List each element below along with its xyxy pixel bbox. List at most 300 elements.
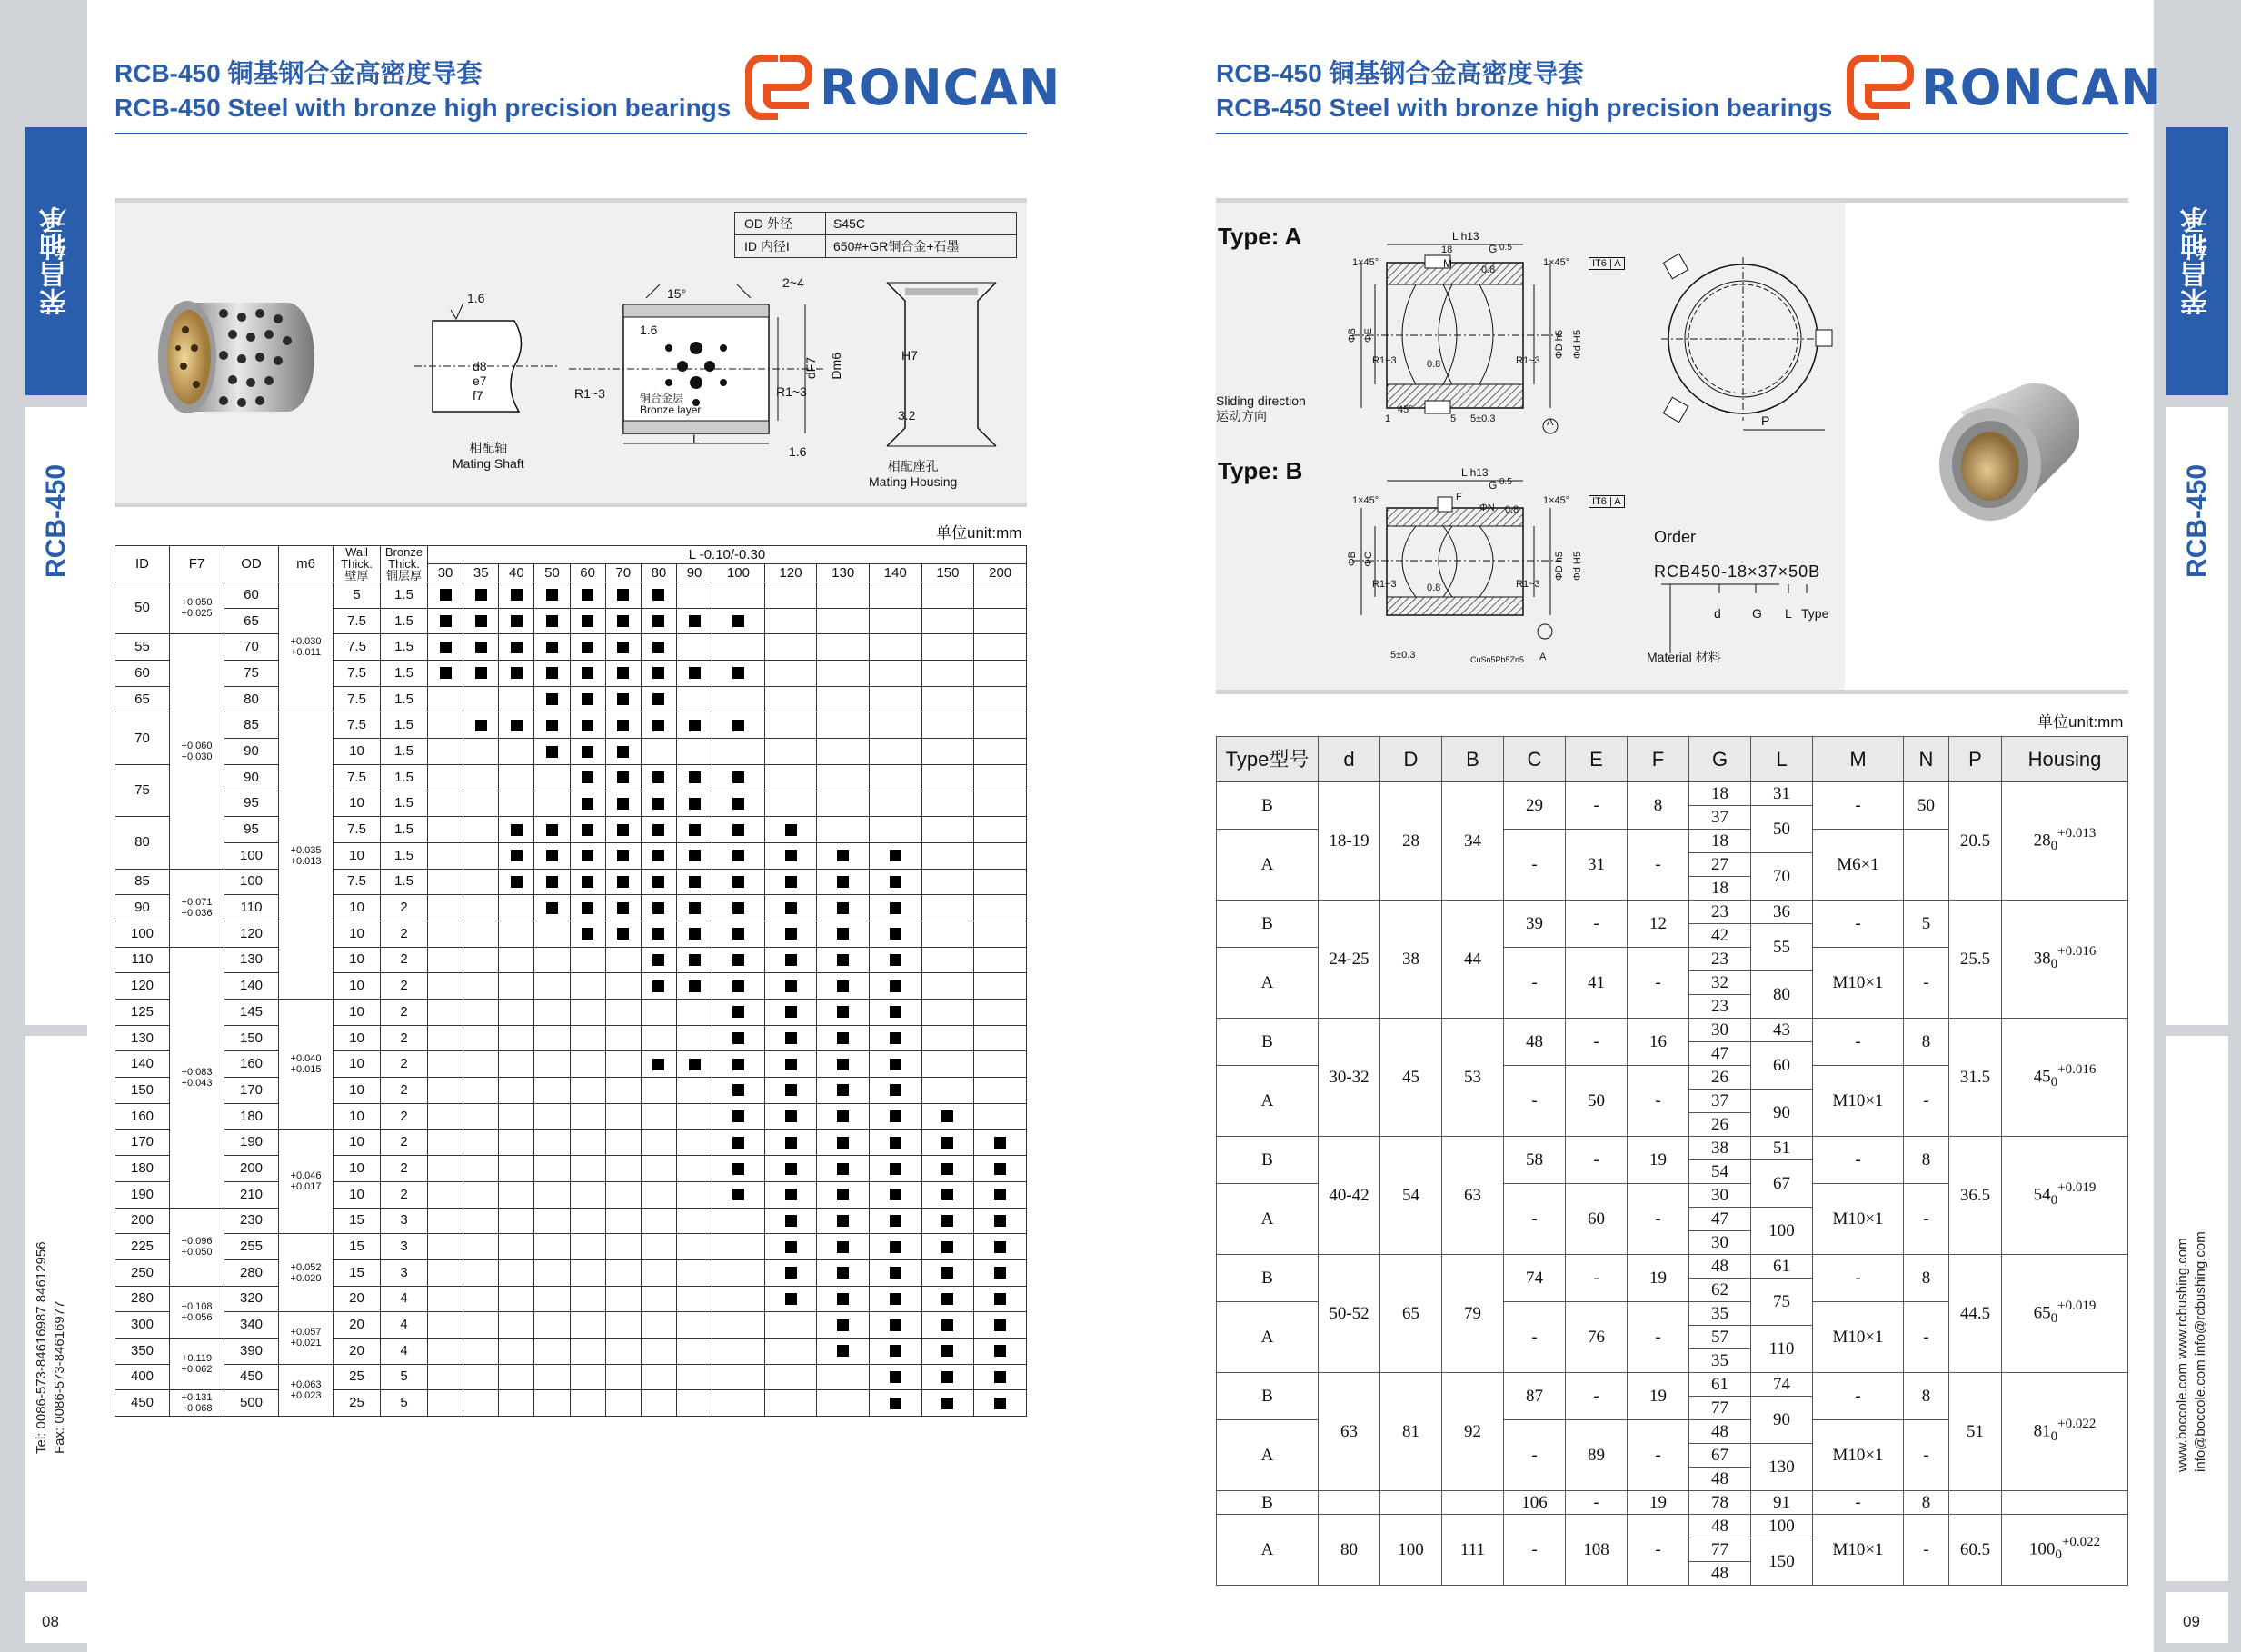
lt-availability-cell: [921, 1286, 974, 1312]
lt-m6-value: +0.011: [290, 647, 322, 659]
lt-availability-cell: [534, 1051, 570, 1078]
lt-availability-cell: [499, 842, 534, 869]
rt-d: 18-19: [1319, 782, 1380, 901]
lt-availability-cell: [463, 947, 499, 973]
b-chamfer-left: 1×45°: [1352, 495, 1379, 506]
left-title-cn: RCB-450 铜基钢合金高密度导套: [115, 59, 483, 87]
lt-availability-cell: [428, 1286, 463, 1312]
lt-availability-cell: [499, 582, 534, 609]
lt-m6-value: +0.021: [290, 1338, 322, 1349]
lt-availability-cell: [676, 1000, 712, 1026]
lt-availability-cell: [534, 1156, 570, 1182]
rt-E: -: [1566, 1019, 1628, 1066]
lt-availability-cell: [817, 712, 870, 739]
lt-od: 390: [224, 1338, 279, 1364]
lt-availability-cell: [870, 1103, 922, 1130]
lt-availability-cell: [570, 608, 605, 634]
lt-bronze: 1.5: [381, 791, 428, 817]
rt-E: 60: [1566, 1184, 1628, 1255]
available-mark-icon: [732, 1059, 744, 1070]
lt-row: [115, 1000, 1027, 1026]
available-mark-icon: [890, 1398, 901, 1409]
shaft-fit-d8: d8: [473, 359, 487, 373]
order-code: RCB450-18×37×50B: [1654, 562, 1821, 581]
lt-availability-cell: [534, 1181, 570, 1208]
lt-wall: 10: [334, 791, 381, 817]
lt-wall: 10: [334, 1051, 381, 1078]
available-mark-icon: [652, 980, 664, 992]
rt-h-3: B: [1442, 737, 1504, 782]
lt-f7-tolerance: [170, 947, 224, 1208]
lt-length-35: 35: [463, 564, 499, 582]
available-mark-icon: [994, 1293, 1006, 1305]
lt-availability-cell: [605, 1051, 641, 1078]
lt-availability-cell: [570, 661, 605, 687]
available-mark-icon: [941, 1267, 953, 1279]
rt-G: 77: [1689, 1397, 1751, 1420]
lt-availability-cell: [605, 1181, 641, 1208]
lt-bronze: 1.5: [381, 661, 428, 687]
lt-availability-cell: [463, 1025, 499, 1051]
shaft-caption: [453, 441, 524, 472]
rt-E: -: [1566, 1491, 1628, 1515]
lt-h-wall: Wall Thick. 壁厚: [334, 546, 381, 582]
available-mark-icon: [941, 1293, 953, 1305]
rt-E: 41: [1566, 948, 1628, 1019]
lt-od: 340: [224, 1312, 279, 1339]
flanged-bushing-photo: [1925, 375, 2079, 530]
available-mark-icon: [689, 771, 701, 783]
rt-G: 35: [1689, 1349, 1751, 1373]
lt-availability-cell: [499, 791, 534, 817]
rt-B: 34: [1442, 782, 1504, 901]
available-mark-icon: [994, 1215, 1006, 1227]
rt-body: [1217, 782, 2128, 1586]
lt-availability-cell: [428, 791, 463, 817]
lt-bronze: 2: [381, 895, 428, 921]
b-radius-left: R1~3: [1372, 579, 1397, 590]
housing-upper-tol: +0.019: [2057, 1180, 2097, 1196]
lt-m6-tolerance: [279, 582, 334, 712]
lt-availability-cell: [463, 895, 499, 921]
lt-length-70: 70: [605, 564, 641, 582]
lt-availability-cell: [605, 582, 641, 609]
lt-m6-value: +0.046: [290, 1170, 322, 1182]
lt-availability-cell: [817, 1312, 870, 1339]
available-mark-icon: [617, 850, 629, 861]
available-mark-icon: [732, 798, 744, 810]
rt-G: 32: [1689, 971, 1751, 995]
available-mark-icon: [837, 902, 849, 914]
left-fax: Fax: 0086-573-84616977: [52, 1300, 67, 1454]
lt-availability-cell: [428, 1364, 463, 1390]
rt-N: 8: [1904, 1373, 1949, 1420]
rt-L: 80: [1751, 971, 1813, 1019]
right-contact: [2174, 1181, 2210, 1472]
lt-availability-cell: [641, 582, 676, 609]
available-mark-icon: [785, 1189, 797, 1200]
lt-row: [115, 1234, 1027, 1260]
lt-availability-cell: [534, 1259, 570, 1286]
lt-availability-cell: [428, 1259, 463, 1286]
lt-availability-cell: [499, 1208, 534, 1234]
lt-availability-cell: [641, 921, 676, 947]
lt-availability-cell: [974, 869, 1027, 895]
lt-availability-cell: [870, 921, 922, 947]
rt-row: [1217, 1137, 2128, 1160]
lt-availability-cell: [463, 634, 499, 661]
lt-availability-cell: [463, 1286, 499, 1312]
lt-wall: 5: [334, 582, 381, 609]
lt-availability-cell: [974, 1051, 1027, 1078]
rt-d: 80: [1319, 1515, 1380, 1586]
rt-P: 36.5: [1949, 1137, 2002, 1255]
left-logo: [745, 55, 1061, 120]
lt-availability-cell: [463, 764, 499, 791]
lt-availability-cell: [570, 947, 605, 973]
lt-row: [115, 1364, 1027, 1390]
rt-G: 38: [1689, 1137, 1751, 1160]
available-mark-icon: [890, 1032, 901, 1044]
lt-availability-cell: [817, 1078, 870, 1104]
order-legend-l: L: [1785, 606, 1792, 621]
lt-bronze: 2: [381, 1051, 428, 1078]
right-drawing-panel: [1216, 198, 2128, 694]
lt-availability-cell: [764, 712, 817, 739]
lt-id: 190: [115, 1181, 170, 1208]
lt-availability-cell: [764, 947, 817, 973]
lt-availability-cell: [921, 1312, 974, 1339]
rt-D: 100: [1380, 1515, 1442, 1586]
available-mark-icon: [617, 928, 629, 940]
lt-id: 170: [115, 1130, 170, 1156]
lt-availability-cell: [499, 1364, 534, 1390]
lt-length-50: 50: [534, 564, 570, 582]
lt-availability-cell: [817, 947, 870, 973]
lt-availability-cell: [641, 791, 676, 817]
available-mark-icon: [785, 824, 797, 836]
right-web: www.boccole.com www.rcbushing.com: [2175, 1238, 2190, 1472]
available-mark-icon: [582, 902, 593, 914]
rt-G: 67: [1689, 1444, 1751, 1468]
rt-housing: [2002, 1373, 2128, 1491]
available-mark-icon: [582, 642, 593, 653]
rt-D: 28: [1380, 782, 1442, 901]
lt-availability-cell: [870, 842, 922, 869]
lt-availability-cell: [764, 634, 817, 661]
lt-availability-cell: [463, 686, 499, 712]
lt-availability-cell: [499, 921, 534, 947]
lt-availability-cell: [534, 634, 570, 661]
b-phi-b: ΦB: [1347, 552, 1358, 567]
a-roughness-inner: 0.8: [1427, 359, 1441, 370]
rt-G: 48: [1689, 1468, 1751, 1491]
lt-availability-cell: [641, 1286, 676, 1312]
rt-P: 60.5: [1949, 1515, 2002, 1586]
lt-availability-cell: [817, 791, 870, 817]
b-phi-d-small: Φd H5: [1572, 552, 1583, 582]
lt-availability-cell: [570, 869, 605, 895]
lt-availability-cell: [817, 686, 870, 712]
lt-availability-cell: [712, 1364, 765, 1390]
lt-availability-cell: [676, 1025, 712, 1051]
available-mark-icon: [732, 954, 744, 966]
rt-h-2: D: [1380, 737, 1442, 782]
rt-h-10: N: [1904, 737, 1949, 782]
available-mark-icon: [732, 824, 744, 836]
lt-f7-value: +0.025: [181, 608, 213, 620]
rt-d: 50-52: [1319, 1255, 1380, 1373]
lt-f7-value: +0.131: [181, 1392, 213, 1404]
lt-availability-cell: [605, 686, 641, 712]
lt-availability-cell: [499, 1390, 534, 1417]
available-mark-icon: [994, 1319, 1006, 1331]
available-mark-icon: [652, 928, 664, 940]
available-mark-icon: [732, 720, 744, 731]
rt-F: -: [1628, 1420, 1689, 1491]
available-mark-icon: [582, 667, 593, 679]
lt-availability-cell: [764, 1312, 817, 1339]
roncan-logo-icon: [1847, 55, 1914, 120]
lt-m6-value: +0.020: [290, 1272, 322, 1284]
bearing-dF7: dF7: [803, 357, 818, 380]
lt-od: 170: [224, 1078, 279, 1104]
lt-id: 100: [115, 921, 170, 947]
lt-availability-cell: [641, 1234, 676, 1260]
lt-availability-cell: [974, 1390, 1027, 1417]
a-45: 45°: [1398, 404, 1413, 415]
lt-availability-cell: [534, 1364, 570, 1390]
rt-B: 63: [1442, 1137, 1504, 1255]
available-mark-icon: [732, 1137, 744, 1149]
lt-bronze: 2: [381, 1181, 428, 1208]
b-it6: IT6: [1592, 496, 1607, 507]
available-mark-icon: [941, 1215, 953, 1227]
lt-availability-cell: [463, 817, 499, 843]
lt-availability-cell: [764, 1025, 817, 1051]
lt-od: 150: [224, 1025, 279, 1051]
lt-availability-cell: [764, 1259, 817, 1286]
lt-length-30: 30: [428, 564, 463, 582]
lt-bronze: 5: [381, 1390, 428, 1417]
rt-G: 30: [1689, 1184, 1751, 1208]
available-mark-icon: [837, 1163, 849, 1175]
lt-availability-cell: [676, 1051, 712, 1078]
left-contact: [33, 1181, 69, 1454]
lt-availability-cell: [499, 1234, 534, 1260]
lt-wall: 7.5: [334, 712, 381, 739]
lt-availability-cell: [605, 1078, 641, 1104]
lt-f7-value: +0.062: [181, 1364, 213, 1376]
lt-availability-cell: [921, 1103, 974, 1130]
lt-availability-cell: [463, 921, 499, 947]
lt-availability-cell: [499, 1078, 534, 1104]
lt-availability-cell: [817, 1000, 870, 1026]
rt-F: 16: [1628, 1019, 1689, 1066]
lt-availability-cell: [817, 634, 870, 661]
rt-C: 87: [1504, 1373, 1566, 1420]
rt-C: -: [1504, 830, 1566, 901]
rt-N: 8: [1904, 1019, 1949, 1066]
shaft-fits: [473, 359, 487, 403]
lt-availability-cell: [764, 895, 817, 921]
b-roughness-inner: 0.8: [1427, 582, 1441, 593]
lt-od: 255: [224, 1234, 279, 1260]
rt-N: 8: [1904, 1255, 1949, 1302]
lt-availability-cell: [499, 1312, 534, 1339]
rt-type: B: [1217, 1137, 1319, 1184]
lt-availability-cell: [463, 608, 499, 634]
lt-availability-cell: [870, 764, 922, 791]
lt-wall: 7.5: [334, 764, 381, 791]
lt-availability-cell: [605, 1208, 641, 1234]
right-brand-cn: 荣昌轴承: [2182, 206, 2212, 316]
lt-availability-cell: [712, 1312, 765, 1339]
lt-availability-cell: [534, 686, 570, 712]
rt-type: A: [1217, 1302, 1319, 1373]
lt-availability-cell: [570, 582, 605, 609]
lt-availability-cell: [499, 817, 534, 843]
lt-availability-cell: [712, 817, 765, 843]
lt-availability-cell: [764, 1338, 817, 1364]
lt-availability-cell: [605, 1338, 641, 1364]
lt-wall: 10: [334, 1130, 381, 1156]
rt-h-4: C: [1504, 737, 1566, 782]
lt-availability-cell: [764, 608, 817, 634]
lt-availability-cell: [463, 1000, 499, 1026]
available-mark-icon: [890, 928, 901, 940]
lt-availability-cell: [641, 895, 676, 921]
lt-availability-cell: [712, 921, 765, 947]
available-mark-icon: [994, 1137, 1006, 1149]
available-mark-icon: [941, 1189, 953, 1200]
lt-f7-value: +0.036: [181, 908, 213, 920]
lt-id: 200: [115, 1208, 170, 1234]
rt-M: -: [1813, 782, 1904, 830]
rt-G: 37: [1689, 806, 1751, 830]
rt-h-6: F: [1628, 737, 1689, 782]
lt-availability-cell: [428, 1234, 463, 1260]
housing-base: 65: [2033, 1303, 2051, 1323]
lt-availability-cell: [817, 1259, 870, 1286]
lt-availability-cell: [428, 608, 463, 634]
available-mark-icon: [689, 615, 701, 627]
rt-M: M10×1: [1813, 1184, 1904, 1255]
rt-M: M10×1: [1813, 1515, 1904, 1586]
lt-bronze: 1.5: [381, 712, 428, 739]
available-mark-icon: [732, 1006, 744, 1018]
rt-L: 36: [1751, 901, 1813, 924]
available-mark-icon: [546, 824, 558, 836]
lt-availability-cell: [534, 817, 570, 843]
available-mark-icon: [617, 589, 629, 601]
lt-availability-cell: [974, 1156, 1027, 1182]
lt-availability-cell: [817, 921, 870, 947]
right-title-cn: RCB-450 铜基钢合金高密度导套: [1216, 59, 1584, 87]
lt-availability-cell: [974, 1338, 1027, 1364]
lt-availability-cell: [499, 1259, 534, 1286]
bearing-angle: 15°: [667, 286, 687, 301]
rt-D: 65: [1380, 1255, 1442, 1373]
lt-availability-cell: [605, 921, 641, 947]
lt-availability-cell: [870, 947, 922, 973]
order-legend-type: Type: [1801, 606, 1829, 621]
b-f: F: [1456, 492, 1462, 503]
available-mark-icon: [994, 1163, 1006, 1175]
lt-availability-cell: [712, 1234, 765, 1260]
b-phi-c: ΦC: [1363, 552, 1374, 567]
lt-availability-cell: [817, 1025, 870, 1051]
lt-availability-cell: [870, 1312, 922, 1339]
lt-availability-cell: [499, 947, 534, 973]
rt-G: 35: [1689, 1302, 1751, 1326]
available-mark-icon: [582, 928, 593, 940]
lt-od: 230: [224, 1208, 279, 1234]
lt-availability-cell: [676, 1078, 712, 1104]
lt-availability-cell: [870, 739, 922, 765]
lt-m6-value: +0.023: [290, 1389, 322, 1401]
available-mark-icon: [837, 928, 849, 940]
available-mark-icon: [837, 1319, 849, 1331]
lt-availability-cell: [641, 686, 676, 712]
available-mark-icon: [652, 693, 664, 705]
lt-row: [115, 634, 1027, 661]
available-mark-icon: [994, 1241, 1006, 1253]
lt-id: 80: [115, 817, 170, 869]
available-mark-icon: [546, 589, 558, 601]
rt-G: 48: [1689, 1562, 1751, 1586]
lt-availability-cell: [921, 739, 974, 765]
lt-availability-cell: [605, 817, 641, 843]
rt-G: 54: [1689, 1160, 1751, 1184]
lt-availability-cell: [570, 817, 605, 843]
a-m: M: [1443, 257, 1452, 270]
available-mark-icon: [732, 1189, 744, 1200]
available-mark-icon: [440, 589, 452, 601]
rt-F: 8: [1628, 782, 1689, 830]
lt-f7-value: +0.119: [181, 1353, 213, 1365]
lt-availability-cell: [764, 686, 817, 712]
lt-availability-cell: [605, 608, 641, 634]
lt-availability-cell: [676, 1103, 712, 1130]
material-table: [734, 212, 1017, 258]
a-radius-left: R1~3: [1372, 355, 1397, 366]
lt-availability-cell: [712, 791, 765, 817]
lt-availability-cell: [712, 1051, 765, 1078]
lt-bronze: 1.5: [381, 582, 428, 609]
rt-N: 50: [1904, 782, 1949, 830]
lt-availability-cell: [534, 1130, 570, 1156]
available-mark-icon: [546, 615, 558, 627]
lt-availability-cell: [764, 1000, 817, 1026]
lt-availability-cell: [974, 947, 1027, 973]
lt-availability-cell: [974, 739, 1027, 765]
available-mark-icon: [890, 1189, 901, 1200]
lt-bronze: 1.5: [381, 817, 428, 843]
lt-wall: 10: [334, 739, 381, 765]
available-mark-icon: [732, 902, 744, 914]
available-mark-icon: [689, 876, 701, 888]
lt-availability-cell: [499, 973, 534, 1000]
available-mark-icon: [785, 928, 797, 940]
lt-availability-cell: [641, 1156, 676, 1182]
rt-row: [1217, 1491, 2128, 1515]
lt-availability-cell: [605, 1286, 641, 1312]
rt-G: 48: [1689, 1420, 1751, 1444]
available-mark-icon: [837, 1215, 849, 1227]
rt-M: -: [1813, 901, 1904, 948]
available-mark-icon: [511, 642, 523, 653]
